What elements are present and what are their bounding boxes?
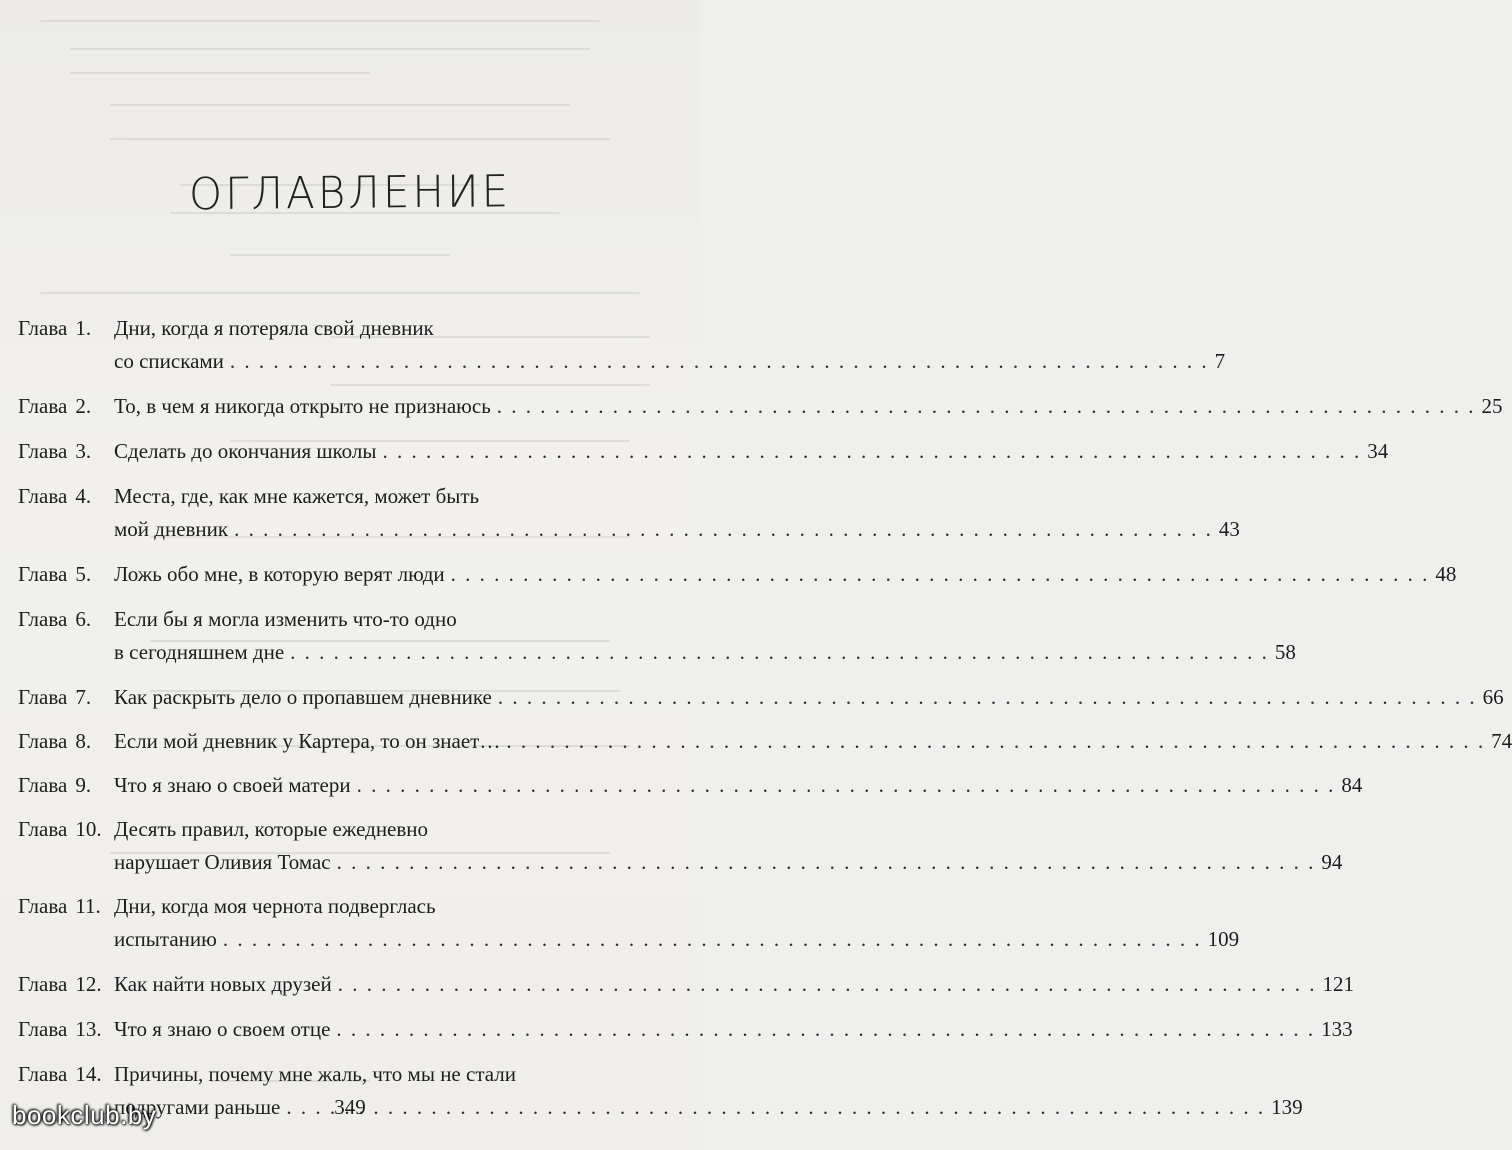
- chapter-word: Глава: [18, 817, 68, 841]
- dot-leader: [338, 968, 1317, 1001]
- toc-entry-label: [18, 968, 114, 1001]
- toc-entry-label: [18, 435, 114, 468]
- chapter-page-number: 84: [1341, 773, 1363, 797]
- chapter-title-line: Причины, почему мне жаль, что мы не стали: [114, 1062, 516, 1086]
- chapter-title-line: испытанию: [114, 927, 217, 951]
- toc-entry: [18, 725, 1512, 758]
- chapter-page-number: 139: [1271, 1095, 1303, 1119]
- page-number: 349: [334, 1095, 366, 1119]
- toc-entry-label: [18, 681, 114, 714]
- toc-entry: [18, 480, 1240, 546]
- chapter-page-number: 25: [1481, 394, 1503, 418]
- chapter-number: 1.: [75, 316, 92, 340]
- toc-entry: [18, 769, 1363, 802]
- table-of-contents: [18, 312, 1512, 1124]
- chapter-title-line: Ложь обо мне, в которую верят люди: [114, 562, 445, 586]
- toc-entry: [18, 890, 1240, 956]
- chapter-title-line: Дни, когда я потеряла свой дневник: [114, 316, 434, 340]
- dot-leader: [382, 435, 1361, 468]
- chapter-page-number: 34: [1367, 439, 1389, 463]
- chapter-word: Глава: [18, 685, 68, 709]
- chapter-title-line: Десять правил, которые ежедневно: [114, 817, 429, 841]
- chapter-word: Глава: [18, 773, 68, 797]
- toc-entry-label: [18, 480, 114, 546]
- dot-leader: [234, 513, 1213, 546]
- toc-entry: [18, 813, 1343, 879]
- toc-entry: [18, 435, 1389, 468]
- chapter-number: 6.: [75, 607, 92, 631]
- toc-entry-label: [18, 558, 114, 591]
- chapter-word: Глава: [18, 562, 68, 586]
- toc-heading: [0, 165, 700, 220]
- chapter-title-line: нарушает Оливия Томас: [114, 850, 331, 874]
- dot-leader: [498, 681, 1477, 714]
- chapter-title-line: Что я знаю о своем отце: [114, 1017, 331, 1041]
- chapter-word: Глава: [18, 607, 68, 631]
- chapter-number: 12.: [75, 972, 102, 996]
- dot-leader: [497, 390, 1476, 423]
- chapter-title-line: Дни, когда моя чернота подверглась: [114, 894, 436, 918]
- chapter-page-number: 121: [1322, 972, 1354, 996]
- chapter-title-line: со списками: [114, 349, 224, 373]
- dot-leader: [230, 345, 1209, 378]
- toc-entry-label: [18, 603, 114, 669]
- toc-entry: [18, 968, 1354, 1001]
- dot-leader: [336, 1013, 1315, 1046]
- chapter-word: Глава: [18, 316, 68, 340]
- chapter-page-number: 133: [1321, 1017, 1353, 1041]
- chapter-page-number: 48: [1435, 562, 1457, 586]
- chapter-number: 3.: [75, 439, 92, 463]
- toc-entry-label: [18, 769, 114, 802]
- chapter-title-line: Как найти новых друзей: [114, 972, 332, 996]
- chapter-word: Глава: [18, 729, 68, 753]
- chapter-page-number: 7: [1214, 349, 1226, 373]
- chapter-word: Глава: [18, 894, 68, 918]
- chapter-number: 14.: [75, 1062, 102, 1086]
- chapter-number: 10.: [75, 817, 102, 841]
- chapter-title-line: в сегодняшнем дне: [114, 640, 285, 664]
- chapter-page-number: 94: [1321, 850, 1343, 874]
- chapter-number: 4.: [75, 484, 92, 508]
- chapter-number: 13.: [75, 1017, 102, 1041]
- chapter-title-line: Если мой дневник у Картера, то он знает…: [114, 729, 501, 753]
- chapter-title-line: Места, где, как мне кажется, может быть: [114, 484, 480, 508]
- toc-entry: [18, 1013, 1353, 1046]
- chapter-word: Глава: [18, 1017, 68, 1041]
- chapter-title-line: Если бы я могла изменить что-то одно: [114, 607, 457, 631]
- dot-leader: [506, 725, 1485, 758]
- chapter-title-line: Как раскрыть дело о пропавшем дневнике: [114, 685, 492, 709]
- toc-entry-label: [18, 725, 114, 758]
- chapter-word: Глава: [18, 1062, 68, 1086]
- chapter-page-number: 58: [1274, 640, 1296, 664]
- chapter-title-line: подругами раньше: [114, 1095, 281, 1119]
- chapter-page-number: 109: [1207, 927, 1240, 951]
- toc-entry-label: [18, 890, 114, 956]
- chapter-number: 11.: [75, 894, 101, 918]
- chapter-page-number: 74: [1491, 729, 1512, 753]
- toc-entry: [18, 312, 1226, 378]
- dot-leader: [451, 558, 1430, 591]
- toc-entry-label: [18, 813, 114, 879]
- chapter-number: 2.: [75, 394, 92, 418]
- toc-heading-text: ОГЛАВЛЕНИЕ: [188, 165, 512, 220]
- watermark: bookclub.by: [12, 1100, 157, 1130]
- dot-leader: [337, 846, 1316, 879]
- chapter-number: 8.: [75, 729, 92, 753]
- chapter-number: 9.: [75, 773, 92, 797]
- chapter-word: Глава: [18, 972, 68, 996]
- dot-leader: [357, 769, 1336, 802]
- chapter-word: Глава: [18, 484, 68, 508]
- chapter-title-line: Что я знаю о своей матери: [114, 773, 351, 797]
- chapter-number: 5.: [75, 562, 92, 586]
- toc-entry: [18, 603, 1296, 669]
- toc-entry: [18, 681, 1504, 714]
- dot-leader: [290, 636, 1269, 669]
- chapter-number: 7.: [75, 685, 92, 709]
- chapter-page-number: 43: [1218, 517, 1240, 541]
- chapter-page-number: 66: [1482, 685, 1504, 709]
- chapter-title-line: То, в чем я никогда открыто не признаюсь: [114, 394, 491, 418]
- chapter-title-line: мой дневник: [114, 517, 229, 541]
- toc-entry-label: [18, 1013, 114, 1046]
- toc-entry: [18, 558, 1457, 591]
- toc-entry: [18, 390, 1503, 423]
- chapter-word: Глава: [18, 394, 68, 418]
- dot-leader: [223, 923, 1202, 956]
- chapter-title-line: Сделать до окончания школы: [114, 439, 377, 463]
- toc-entry-label: [18, 312, 114, 378]
- chapter-word: Глава: [18, 439, 68, 463]
- toc-entry-label: [18, 390, 114, 423]
